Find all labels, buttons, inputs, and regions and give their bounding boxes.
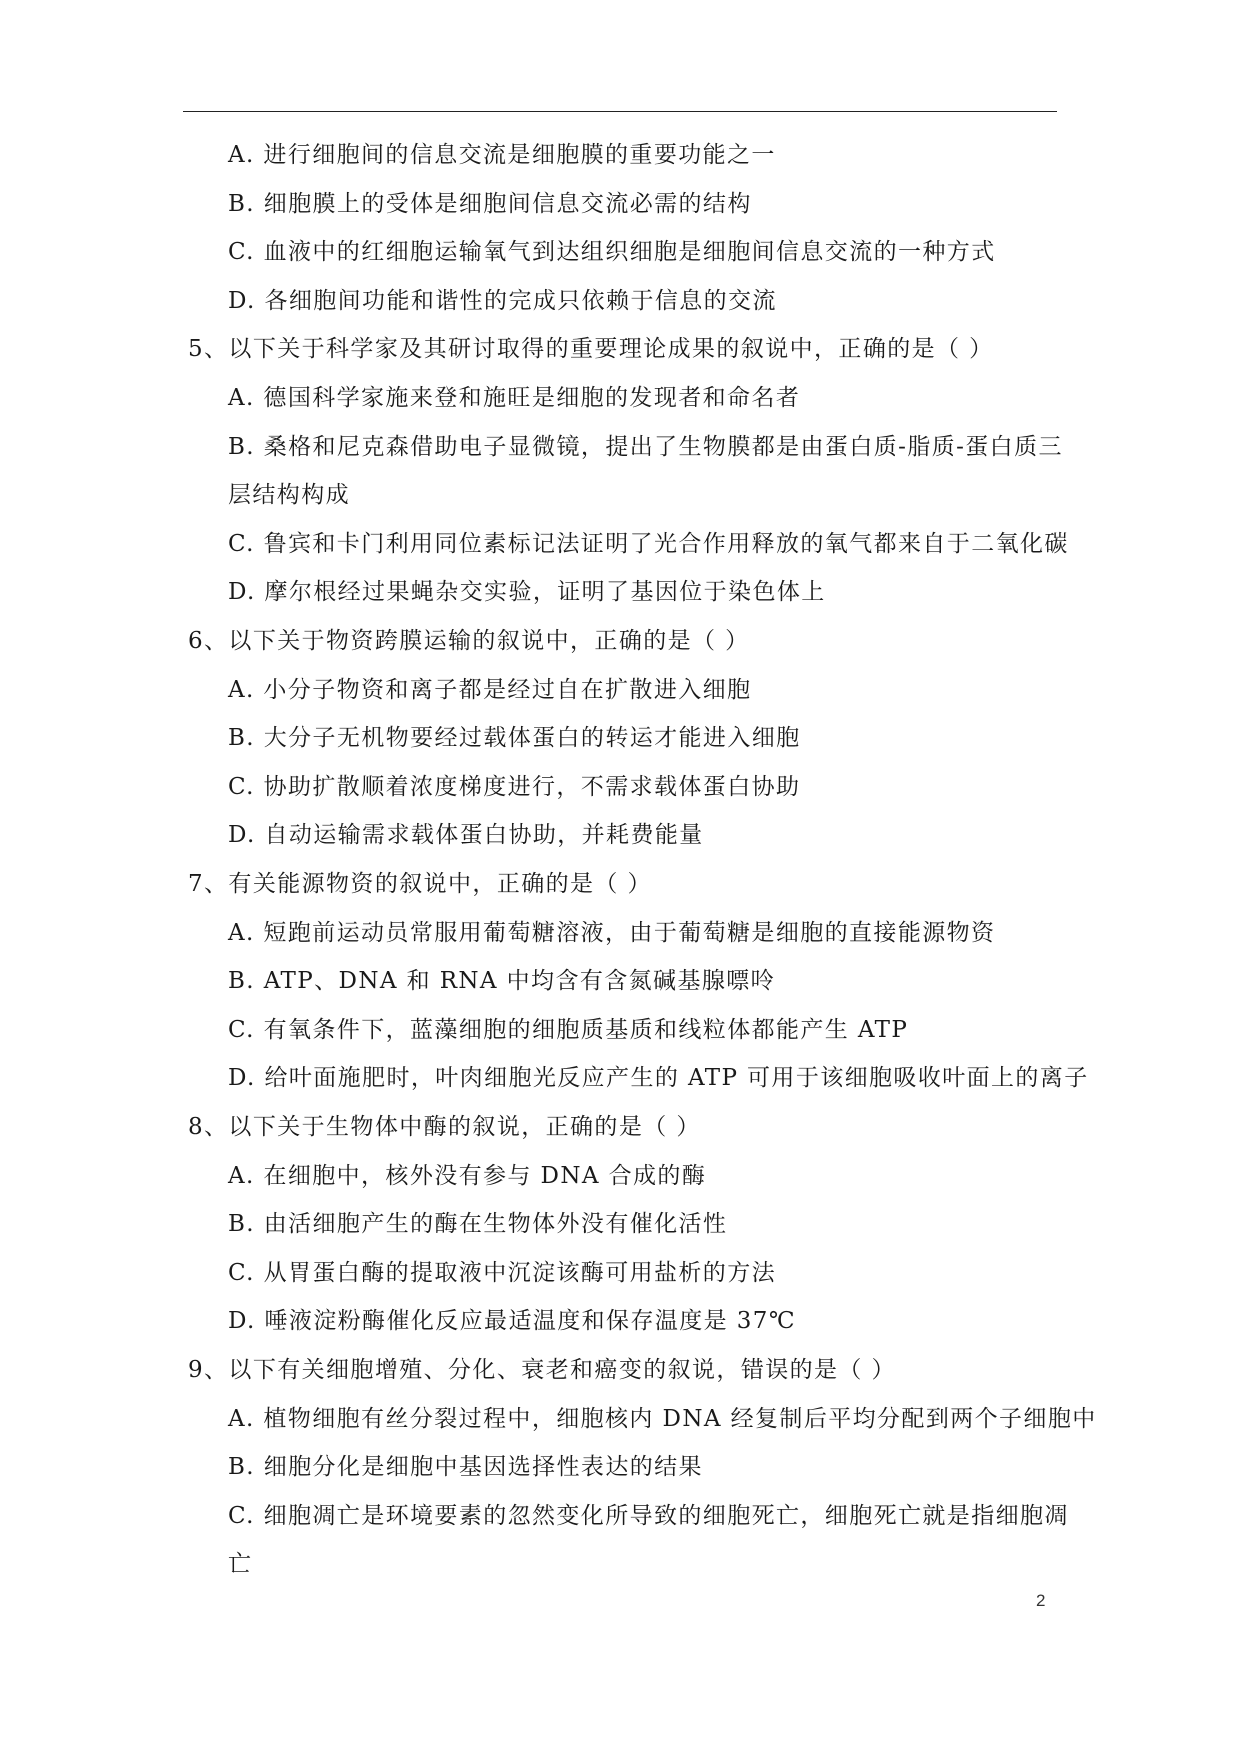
answer-option: A. 植物细胞有丝分裂过程中，细胞核内 DNA 经复制后平均分配到两个子细胞中 [228, 1405, 1097, 1432]
page-number: 2 [1036, 1591, 1046, 1610]
question-stem: 8、以下关于生物体中酶的叙说，正确的是（ ） [188, 1114, 701, 1140]
question-stem: 9、以下有关细胞增殖、分化、衰老和癌变的叙说，错误的是（ ） [188, 1357, 896, 1383]
answer-option: B. ATP、DNA 和 RNA 中均含有含氮碱基腺嘌呤 [228, 968, 776, 995]
text-continuation: 亡 [228, 1551, 253, 1578]
answer-option: A. 德国科学家施来登和施旺是细胞的发现者和命名者 [228, 385, 801, 411]
answer-option: C. 细胞凋亡是环境要素的忽然变化所导致的细胞死亡，细胞死亡就是指细胞凋 [228, 1502, 1069, 1529]
question-stem: 6、以下关于物资跨膜运输的叙说中，正确的是（ ） [188, 628, 750, 654]
answer-option: B. 细胞膜上的受体是细胞间信息交流必需的结构 [228, 190, 752, 217]
answer-option: D. 给叶面施肥时，叶肉细胞光反应产生的 ATP 可用于该细胞吸收叶面上的离子 [228, 1065, 1089, 1092]
answer-option: D. 自动运输需求载体蛋白协助，并耗费能量 [228, 822, 704, 849]
answer-option: A. 在细胞中，核外没有参与 DNA 合成的酶 [228, 1162, 707, 1189]
answer-option: B. 大分子无机物要经过载体蛋白的转运才能进入细胞 [228, 725, 801, 752]
answer-option: B. 桑格和尼克森借助电子显微镜，提出了生物膜都是由蛋白质-脂质-蛋白质三 [228, 433, 1063, 460]
answer-option: B. 细胞分化是细胞中基因选择性表达的结果 [228, 1454, 703, 1481]
answer-option: A. 进行细胞间的信息交流是细胞膜的重要功能之一 [228, 142, 776, 168]
answer-option: C. 鲁宾和卡门利用同位素标记法证明了光合作用释放的氧气都来自于二氧化碳 [228, 530, 1069, 557]
header-rule [183, 111, 1057, 112]
answer-option: A. 短跑前运动员常服用葡萄糖溶液，由于葡萄糖是细胞的直接能源物资 [228, 919, 996, 946]
answer-option: C. 协助扩散顺着浓度梯度进行，不需求载体蛋白协助 [228, 773, 801, 800]
answer-option: C. 有氧条件下，蓝藻细胞的细胞质基质和线粒体都能产生 ATP [228, 1016, 909, 1043]
question-stem: 5、以下关于科学家及其研讨取得的重要理论成果的叙说中，正确的是（ ） [188, 336, 994, 363]
text-continuation: 层结构构成 [228, 482, 350, 509]
answer-option: C. 血液中的红细胞运输氧气到达组织细胞是细胞间信息交流的一种方式 [228, 239, 996, 266]
answer-option: A. 小分子物资和离子都是经过自在扩散进入细胞 [228, 676, 752, 703]
answer-option: D. 摩尔根经过果蝇杂交实验，证明了基因位于染色体上 [228, 579, 826, 606]
answer-option: B. 由活细胞产生的酶在生物体外没有催化活性 [228, 1211, 728, 1238]
question-stem: 7、有关能源物资的叙说中，正确的是（ ） [188, 871, 652, 897]
answer-option: D. 唾液淀粉酶催化反应最适温度和保存温度是 37℃ [228, 1308, 796, 1335]
answer-option: C. 从胃蛋白酶的提取液中沉淀该酶可用盐析的方法 [228, 1259, 777, 1286]
answer-option: D. 各细胞间功能和谐性的完成只依赖于信息的交流 [228, 287, 777, 314]
